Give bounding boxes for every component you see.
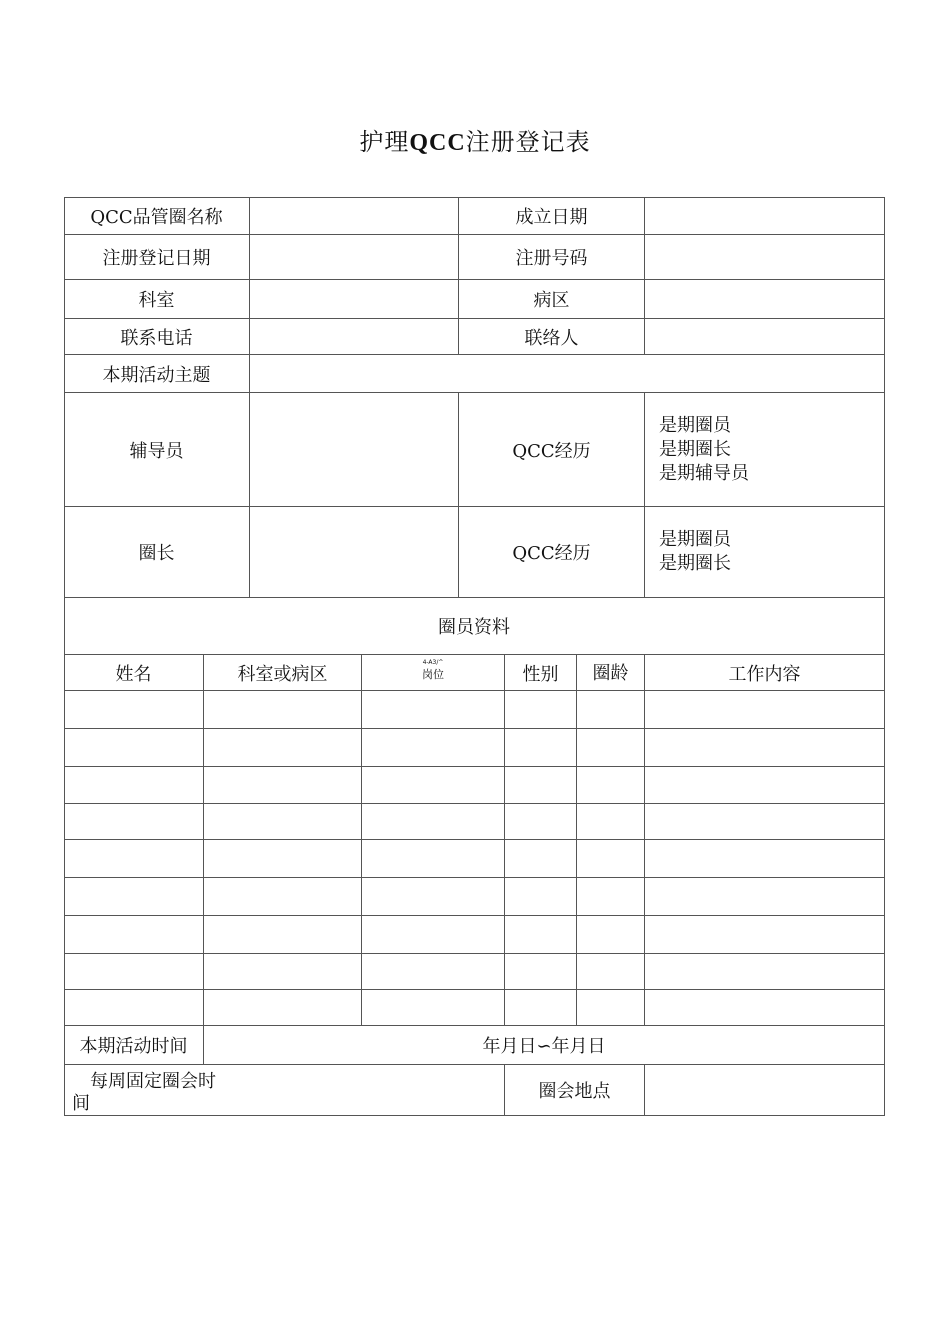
theme-label: 本期活动主题 [64,355,250,393]
found-date-label: 成立日期 [459,197,645,235]
member-name-cell[interactable] [64,990,204,1026]
member-work-cell[interactable] [645,691,885,729]
meeting-place-field[interactable] [645,1065,885,1116]
member-dept-cell[interactable] [204,990,362,1026]
reg-no-label: 注册号码 [459,235,645,280]
member-post-cell[interactable] [362,954,505,990]
member-name-cell[interactable] [64,878,204,916]
registration-form-table [64,197,885,1116]
member-work-cell[interactable] [645,767,885,804]
tutor-exp-option[interactable]: 是期辅导员 [659,462,749,484]
theme-field[interactable] [250,355,885,393]
contact-field[interactable] [645,319,885,355]
member-name-cell[interactable] [64,767,204,804]
member-post-cell[interactable] [362,767,505,804]
member-name-cell[interactable] [64,840,204,878]
meeting-time-label-line1: 每周固定圈会时 [90,1071,216,1092]
leader-field[interactable] [250,507,459,598]
member-age-cell[interactable] [577,804,645,840]
member-gender-cell[interactable] [505,729,577,767]
col-work-header: 工作内容 [645,655,885,691]
leader-exp-label: QCC经历 [459,507,645,598]
member-gender-cell[interactable] [505,691,577,729]
member-work-cell[interactable] [645,840,885,878]
member-age-cell[interactable] [577,840,645,878]
member-age-cell[interactable] [577,878,645,916]
member-name-cell[interactable] [64,804,204,840]
tutor-label: 辅导员 [64,393,250,507]
member-age-cell[interactable] [577,767,645,804]
member-dept-cell[interactable] [204,840,362,878]
member-dept-cell[interactable] [204,691,362,729]
member-gender-cell[interactable] [505,916,577,954]
ward-label: 病区 [459,280,645,319]
member-dept-cell[interactable] [204,729,362,767]
member-age-cell[interactable] [577,691,645,729]
member-dept-cell[interactable] [204,954,362,990]
member-name-cell[interactable] [64,691,204,729]
member-work-cell[interactable] [645,954,885,990]
member-dept-cell[interactable] [204,804,362,840]
member-name-cell[interactable] [64,916,204,954]
found-date-field[interactable] [645,197,885,235]
member-age-cell[interactable] [577,916,645,954]
circle-name-field[interactable] [250,197,459,235]
col-post-sup: 4-A3/^ [422,659,444,666]
reg-date-field[interactable] [250,235,459,280]
member-post-cell[interactable] [362,804,505,840]
member-gender-cell[interactable] [505,878,577,916]
period-value[interactable]: 年月日∽年月日 [204,1026,885,1065]
circle-name-label: QCC品管圈名称 [64,197,250,235]
member-gender-cell[interactable] [505,954,577,990]
member-work-cell[interactable] [645,804,885,840]
dept-field[interactable] [250,280,459,319]
leader-label: 圈长 [64,507,250,598]
contact-label: 联络人 [459,319,645,355]
meeting-place-label: 圈会地点 [505,1065,645,1116]
tutor-exp-option[interactable]: 是期圈长 [659,438,731,460]
tutor-exp-options [645,393,885,507]
member-work-cell[interactable] [645,990,885,1026]
member-work-cell[interactable] [645,878,885,916]
member-gender-cell[interactable] [505,804,577,840]
col-age-header: 圈龄 [577,655,645,691]
col-gender-header: 性别 [505,655,577,691]
col-dept-header: 科室或病区 [204,655,362,691]
member-gender-cell[interactable] [505,840,577,878]
ward-field[interactable] [645,280,885,319]
member-post-cell[interactable] [362,729,505,767]
col-name-header: 姓名 [64,655,204,691]
member-post-cell[interactable] [362,691,505,729]
member-age-cell[interactable] [577,729,645,767]
dept-label: 科室 [64,280,250,319]
member-gender-cell[interactable] [505,990,577,1026]
member-post-cell[interactable] [362,878,505,916]
member-age-cell[interactable] [577,990,645,1026]
leader-exp-options [645,507,885,598]
col-post-header [362,655,505,691]
meeting-time-label-line2: 间 [72,1093,90,1114]
meeting-time-label [64,1065,505,1116]
member-dept-cell[interactable] [204,878,362,916]
member-work-cell[interactable] [645,916,885,954]
leader-exp-option[interactable]: 是期圈员 [659,529,731,550]
tutor-exp-option[interactable]: 是期圈员 [659,414,731,436]
tutor-exp-label: QCC经历 [459,393,645,507]
col-post-label: 岗位 [422,668,444,681]
member-name-cell[interactable] [64,729,204,767]
reg-date-label: 注册登记日期 [64,235,250,280]
phone-field[interactable] [250,319,459,355]
member-age-cell[interactable] [577,954,645,990]
member-dept-cell[interactable] [204,767,362,804]
page-title: 护理QCC注册登记表 [359,128,591,156]
member-work-cell[interactable] [645,729,885,767]
member-name-cell[interactable] [64,954,204,990]
phone-label: 联系电话 [64,319,250,355]
member-post-cell[interactable] [362,990,505,1026]
tutor-field[interactable] [250,393,459,507]
leader-exp-option[interactable]: 是期圈长 [659,553,731,574]
member-post-cell[interactable] [362,840,505,878]
period-label: 本期活动时间 [64,1026,204,1065]
reg-no-field[interactable] [645,235,885,280]
member-post-cell[interactable] [362,916,505,954]
members-section-header: 圈员资料 [64,598,885,655]
member-gender-cell[interactable] [505,767,577,804]
member-dept-cell[interactable] [204,916,362,954]
